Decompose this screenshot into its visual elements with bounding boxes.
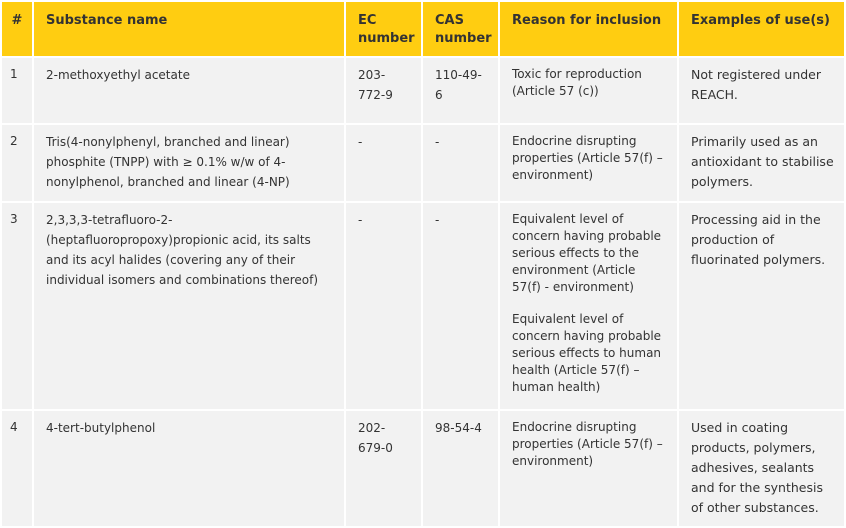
cas-number: 98-54-4 (423, 411, 498, 526)
table-row (2, 125, 844, 201)
substance-name: 2-methoxyethyl acetate (34, 58, 344, 123)
ec-number: 202-679-0 (346, 411, 421, 526)
reason-cell (500, 203, 677, 409)
ec-number: - (346, 125, 421, 201)
row-number: 2 (2, 125, 32, 201)
table-row (2, 58, 844, 123)
reason-text: Endocrine disrupting properties (Article 57(f) – environment) (512, 134, 663, 182)
row-number: 4 (2, 411, 32, 526)
cas-number: - (423, 203, 498, 409)
reason-cell (500, 411, 677, 526)
header-number: # (2, 2, 32, 56)
examples-of-use: Primarily used as an antioxidant to stabilise polymers. (679, 125, 844, 201)
ec-number: 203-772-9 (346, 58, 421, 123)
reason-text: Endocrine disrupting properties (Article 57(f) – environment) (512, 420, 663, 468)
cas-number: 110-49-6 (423, 58, 498, 123)
table-row (2, 411, 844, 526)
reason-text: Equivalent level of concern having probable serious effects to the environment (Article 57(f) - environment) (512, 212, 662, 294)
reason-cell (500, 58, 677, 123)
row-number: 3 (2, 203, 32, 409)
reason-text: Toxic for reproduction (Article 57 (c)) (512, 67, 642, 98)
row-number: 1 (2, 58, 32, 123)
header-cas-number: CAS number (423, 2, 498, 56)
header-ec-number: EC number (346, 2, 421, 56)
reason-cell (500, 125, 677, 201)
substance-name: 2,3,3,3-tetrafluoro-2-(heptafluoropropoxy)propionic acid, its salts and its acyl halides (covering any of their individual isomers and combinations thereof) (34, 203, 344, 409)
table-body (2, 58, 844, 526)
examples-of-use: Processing aid in the production of fluorinated polymers. (679, 203, 844, 409)
table-row (2, 203, 844, 409)
substance-name: Tris(4-nonylphenyl, branched and linear) phosphite (TNPP) with ≥ 0.1% w/w of 4-nonylphenol, branched and linear (4-NP) (34, 125, 344, 201)
examples-of-use: Used in coating products, polymers, adhesives, sealants and for the synthesis of other substances. (679, 411, 844, 526)
substance-name: 4-tert-butylphenol (34, 411, 344, 526)
header-substance-name: Substance name (34, 2, 344, 56)
examples-of-use: Not registered under REACH. (679, 58, 844, 123)
cas-number: - (423, 125, 498, 201)
header-row (2, 2, 844, 56)
ec-number: - (346, 203, 421, 409)
header-examples: Examples of use(s) (679, 2, 844, 56)
table-header (2, 2, 844, 56)
header-reason: Reason for inclusion (500, 2, 677, 56)
reason-text: Equivalent level of concern having probable serious effects to human health (Article 57(f) – human health) (512, 312, 662, 394)
